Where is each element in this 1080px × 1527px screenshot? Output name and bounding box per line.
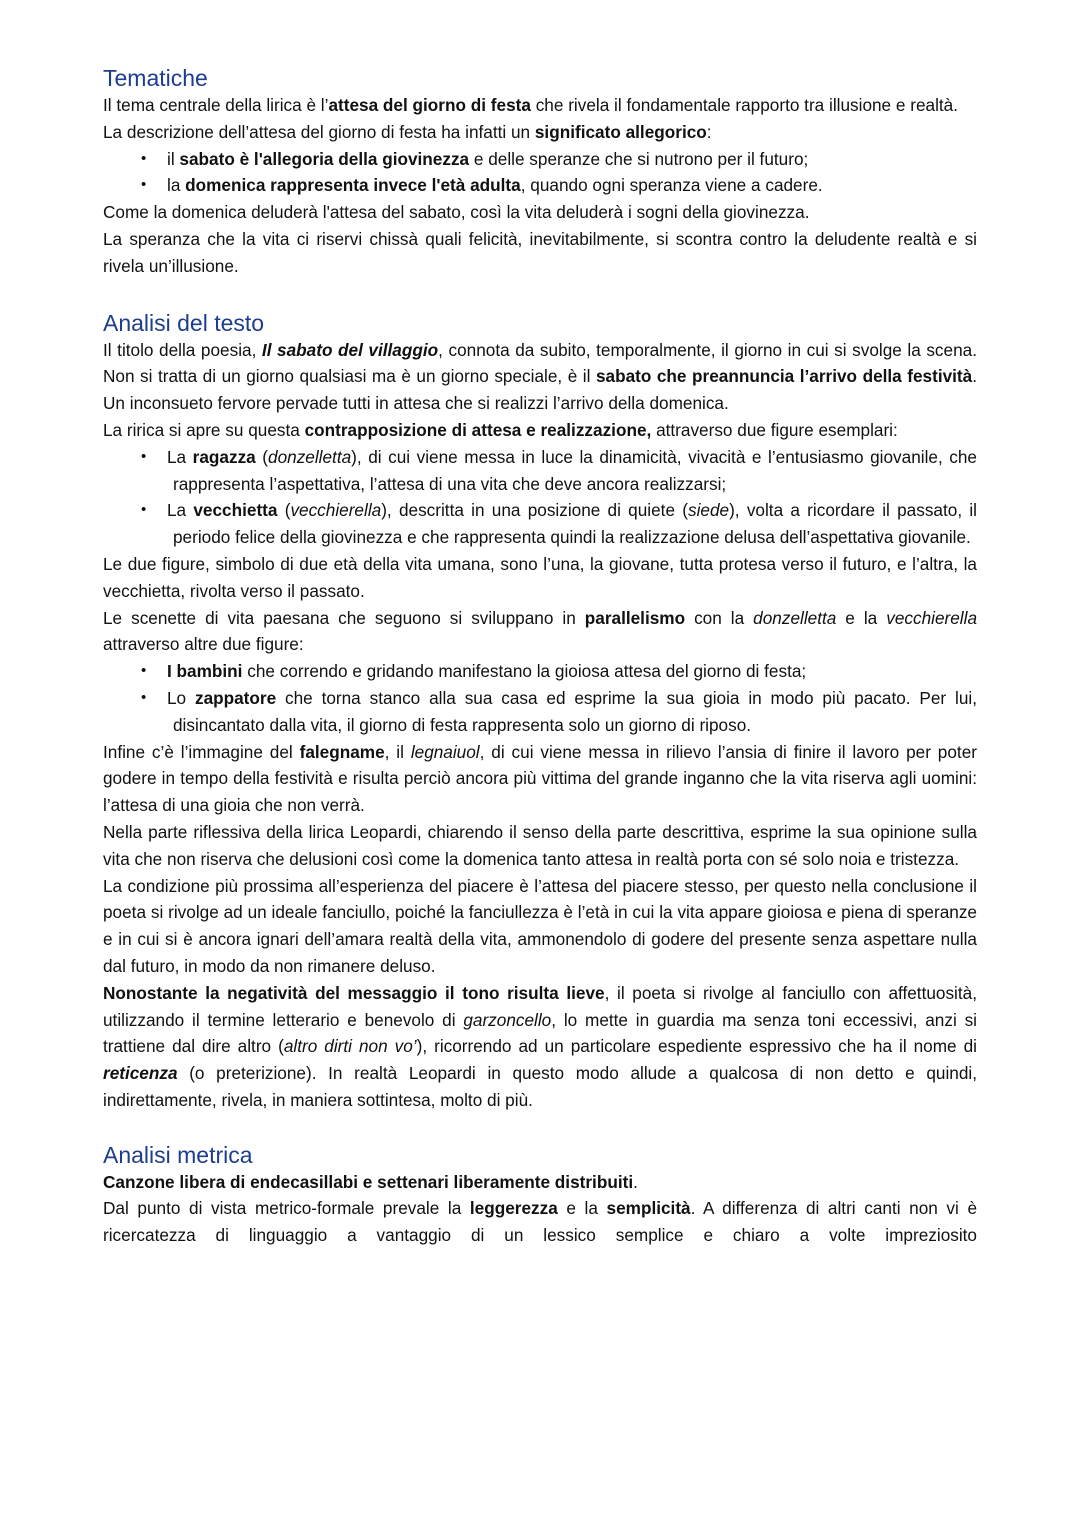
bullet-list — [103, 146, 977, 200]
bold-text: attesa del giorno di festa — [328, 95, 531, 115]
section-tematiche — [103, 64, 977, 280]
text-run: La — [167, 446, 193, 467]
section-heading: Tematiche — [103, 65, 208, 91]
bold-text: Canzone libera di endecasillabi e settenari liberamente distribuiti — [103, 1171, 634, 1192]
section-analisi-metrica — [103, 1141, 977, 1249]
list-item — [103, 658, 977, 685]
italic-text: vecchierella — [886, 607, 978, 628]
text-run: , il — [384, 741, 411, 762]
text-run: , connota da subito, temporalmente, il giorno in cui si svolge la scena. Non si tratta di un giorno qualsiasi ma è un giorno speciale, è il — [103, 339, 977, 387]
list-item — [103, 497, 977, 551]
italic-text: siede — [687, 500, 730, 521]
text-run: e la — [836, 607, 887, 628]
italic-text: donzelletta — [268, 446, 352, 467]
bold-text: falegname — [299, 741, 385, 762]
text-run: che torna stanco alla sua casa ed esprime la sua gioia in modo più pacato. Per lui, disincantato dalla vita, il giorno di festa rappresenta solo un giorno di riposo. — [173, 687, 977, 735]
bold-text: vecchietta — [193, 500, 278, 521]
text-run: La descrizione dell’attesa del giorno di festa ha infatti un — [103, 121, 535, 142]
paragraph — [103, 1169, 977, 1196]
text-run: . A differenza di altri canti non vi è ricercatezza di linguaggio a vantaggio di un lessico semplice e chiaro a volte impreziosito — [103, 1198, 978, 1246]
paragraph — [103, 337, 977, 417]
italic-text: legnaiuol — [410, 741, 480, 762]
bold-text: contrapposizione di attesa e realizzazione, — [304, 419, 652, 440]
text-run: La ririca si apre su questa — [103, 419, 305, 440]
bold-text: ragazza — [192, 446, 256, 467]
bullet-list — [103, 444, 977, 551]
text-run: . Un inconsueto fervore pervade tutti in attesa che si realizzi l’arrivo della domenica. — [103, 366, 977, 414]
list-item — [103, 685, 977, 739]
paragraph — [103, 605, 977, 659]
section-heading: Analisi metrica — [103, 1141, 253, 1168]
paragraph — [103, 980, 977, 1114]
bold-italic-text: Il sabato del villaggio — [261, 339, 439, 360]
bold-text: zappatore — [194, 687, 277, 708]
text-run: Il titolo della poesia, — [103, 339, 262, 360]
bullet-icon: • — [141, 176, 147, 194]
bullet-icon: • — [141, 447, 147, 465]
text-run: , quando ogni speranza viene a cadere. — [520, 175, 823, 196]
section-heading: Analisi del testo — [103, 309, 265, 336]
text-run: , di cui viene messa in rilievo l’ansia di finire il lavoro per poter godere in tempo della festività e risulta perciò ancora più vittima del grande inganno che la vita riserva agli uomini: l’attesa di una gioia che non verrà. — [103, 741, 977, 816]
italic-text: altro dirti non vo’ — [283, 1036, 417, 1057]
text-run: (o preterizione). In realtà Leopardi in questo modo allude a qualcosa di non detto e quindi, indirettamente, rivela, in maniera sottintesa, molto di più. — [103, 1063, 977, 1110]
bold-italic-text: reticenza — [103, 1063, 178, 1084]
bold-text: semplicità — [606, 1198, 691, 1219]
text-run: e delle speranze che si nutrono per il futuro; — [469, 148, 809, 169]
text-run: : — [706, 121, 712, 142]
text-run: Infine c’è l’immagine del — [103, 741, 300, 762]
bold-text: significato allegorico — [534, 121, 707, 142]
section-analisi-testo — [103, 309, 977, 1114]
text-run: Lo — [167, 687, 195, 708]
text-run: ), volta a ricordare il passato, il periodo felice della giovinezza e che rappresenta quindi la realizzazione delusa dell’aspettativa giovanile. — [173, 500, 977, 548]
text-run: Il tema centrale della lirica è l’ — [103, 95, 329, 115]
bullet-list — [103, 658, 977, 738]
text-run: che rivela il fondamentale rapporto tra illusione e realtà. — [530, 95, 958, 115]
paragraph: Come la domenica deluderà l'attesa del sabato, così la vita deluderà i sogni della giovinezza. — [103, 202, 810, 223]
italic-text: garzoncello — [463, 1009, 552, 1030]
text-run: e la — [557, 1198, 607, 1219]
text-run: ), di cui viene messa in luce la dinamicità, vivacità e l’entusiasmo giovanile, che rappresenta l’aspettativa, l’attesa di una vita che deve ancora realizzarsi; — [173, 446, 977, 494]
paragraph: La speranza che la vita ci riservi chissà quali felicità, inevitabilmente, si scontra contro la deludente realtà e si rivela un’illusione. — [103, 228, 977, 276]
paragraph — [103, 92, 977, 119]
text-run: ), descritta in una posizione di quiete ( — [381, 500, 688, 521]
bold-text: domenica rappresenta invece l'età adulta — [185, 175, 521, 196]
paragraph: La condizione più prossima all’esperienza del piacere è l’attesa del piacere stesso, per questo nella conclusione il poeta si rivolge ad un ideale fanciullo, poiché la fanciullezza è l’età in cui la vita appare gioiosa e piena di speranze e in cui si è ancora ignari dell’amara realtà della vita, ammonendolo di godere del presente senza aspettare nulla dal futuro, in modo da non rimanere deluso. — [103, 875, 977, 976]
bullet-icon: • — [141, 149, 147, 167]
text-run: , il poeta si rivolge al fanciullo con affettuosità, utilizzando il termine letterario e benevolo di — [103, 982, 977, 1030]
list-item — [103, 146, 977, 173]
bullet-icon: • — [141, 662, 147, 680]
text-run: attraverso due figure esemplari: — [651, 419, 898, 440]
bullet-icon: • — [141, 688, 147, 706]
text-run: Le scenette di vita paesana che seguono si sviluppano in — [103, 607, 585, 628]
italic-text: donzelletta — [753, 607, 837, 628]
document-page — [103, 64, 977, 1249]
text-run: che correndo e gridando manifestano la gioiosa attesa del giorno di festa; — [242, 661, 807, 682]
text-run: La — [167, 500, 194, 521]
paragraph — [103, 1195, 977, 1249]
text-run: il — [167, 148, 180, 169]
text-run: con la — [685, 607, 754, 628]
text-run: , lo mette in guardia ma senza toni eccessivi, anzi si trattiene dal dire altro ( — [103, 1009, 977, 1057]
text-run: attraverso altre due figure: — [103, 634, 304, 655]
paragraph: Le due figure, simbolo di due età della vita umana, sono l’una, la giovane, tutta protesa verso il futuro, e l’altra, la vecchietta, rivolta verso il passato. — [103, 553, 977, 601]
bold-text: leggerezza — [469, 1198, 558, 1219]
bold-text: parallelismo — [584, 607, 686, 628]
italic-text: vecchierella — [290, 500, 382, 521]
text-run: Dal punto di vista metrico-formale prevale la — [103, 1198, 470, 1219]
list-item — [103, 172, 977, 199]
paragraph — [103, 119, 977, 146]
text-run: . — [633, 1171, 638, 1192]
text-run: la — [167, 175, 186, 196]
paragraph — [103, 417, 977, 444]
text-run: ( — [277, 500, 291, 521]
list-item — [103, 444, 977, 498]
bold-text: I bambini — [167, 661, 243, 682]
text-run: ( — [255, 446, 269, 467]
bullet-icon: • — [141, 501, 147, 519]
paragraph: Nella parte riflessiva della lirica Leopardi, chiarendo il senso della parte descrittiva, esprime la sua opinione sulla vita che non riserva che delusioni così come la domenica tanto attesa in realtà porta con sé solo noia e tristezza. — [103, 821, 977, 869]
bold-text: Nonostante la negatività del messaggio il tono risulta lieve — [103, 982, 605, 1003]
bold-text: sabato che preannuncia l’arrivo della festività — [595, 366, 973, 387]
paragraph — [103, 739, 977, 819]
text-run: ), ricorrendo ad un particolare espediente espressivo che ha il nome di — [416, 1036, 977, 1057]
bold-text: sabato è l'allegoria della giovinezza — [179, 148, 470, 169]
